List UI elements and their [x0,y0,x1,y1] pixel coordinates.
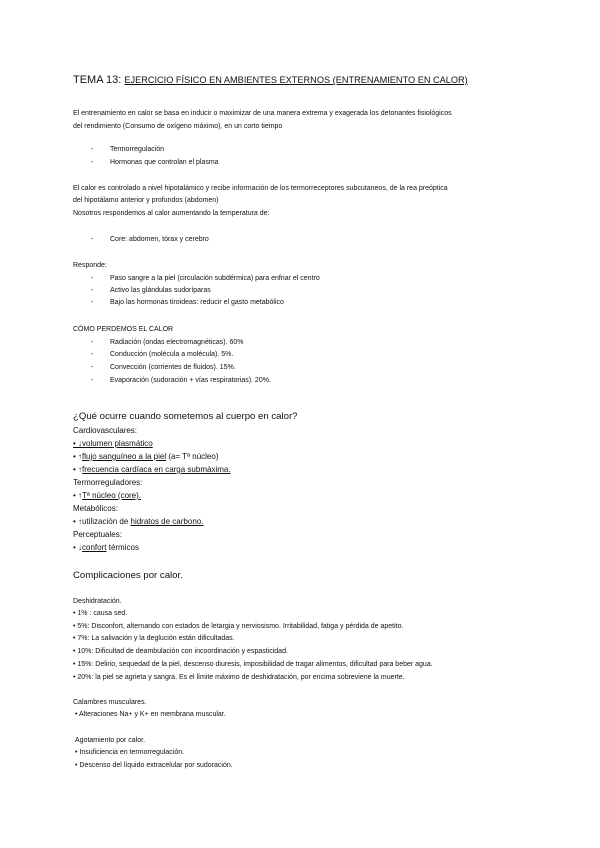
agot-item-2: • Descenso del líquido extracelular por sudoración. [75,762,233,769]
responde-item-1: Paso sangre a la piel (circulación subdérmica) para enfriar el centro [110,275,320,282]
complicaciones-heading: Complicaciones por calor. [73,570,183,581]
deshid-item-6: • 20%: la piel se agrieta y sangra. Es el límite máximo de deshidratación, por encima sobreviene la muerte. [73,674,405,681]
control-line-1: El calor es controlado a nivel hipotalámico y recibe información de los termorreceptores subcutaneos, de la rea preóptica [73,185,448,192]
calambres-label: Calambres musculares. [73,699,147,706]
title-main: TEMA 13: [73,74,122,86]
deshid-item-4: • 10%: Dificultad de deambulación con incoordinación y espasticidad. [73,648,288,655]
control-item-1: Core: abdomen, tórax y cerebro [110,236,209,243]
cardio-label: Cardiovasculares: [73,426,138,435]
bullet-dash: - [91,159,94,166]
cardio-item-3-prefix: • ↑ [73,465,83,474]
deshid-item-2: • 5%: Disconfort, alternando con estados de letargia y nerviosismo. Irritabilidad, fatiga y pérdida de apetito. [73,623,404,630]
metab-item-1-underlined: hidratos de carbono. [130,517,204,526]
perdemos-item-1: Radiación (ondas electromagnéticas). 60% [110,339,244,346]
percep-label: Perceptuales: [73,530,122,539]
deshid-item-1: • 1% : causa sed. [73,610,128,617]
termo-item-1-prefix: • ↑ [73,491,83,500]
page-title [73,73,468,87]
deshid-label: Deshidratación. [73,598,122,605]
percep-item-1 [73,543,139,553]
control-line-2: del hipotálamo anterior y profundos (abdomen) [73,197,219,204]
responde-item-3: Bajo las hormonas tiroideas: reducir el gasto metabólico [110,299,284,306]
metab-item-1 [73,517,203,527]
perdemos-heading: CÓMO PERDEMOS EL CALOR [73,326,174,333]
agot-item-1: • Insuficiencia en termorregulación. [75,749,185,756]
deshid-item-5: • 15%: Delirio, sequedad de la piel, descenso diuresis, imposibilidad de tragar alimentos, dificultad para beber agua. [73,661,433,668]
cardio-item-3 [73,465,231,475]
cardio-item-1: • ↓volumen plasmático [73,439,153,448]
bullet-dash: - [91,275,94,282]
perdemos-item-3: Convección (corrientes de fluidos). 15%. [110,364,236,371]
metab-item-1-prefix: • ↑utilización de [73,517,131,526]
perdemos-item-2: Conducción (molécula a molécula). 5%. [110,351,234,358]
metab-label: Metabólicos: [73,504,118,513]
perdemos-item-4: Evaporación (sudoración + vías respiratorias). 20%. [110,377,271,384]
cardio-item-2-prefix: • ↑ [73,452,83,461]
responde-item-2: Activo las glándulas sudoríparas [110,287,211,294]
question-heading: ¿Qué ocurre cuando sometemos al cuerpo en calor? [73,411,298,422]
cardio-item-2-suffix: (a= Tª núcleo) [166,452,219,461]
bullet-dash: - [91,146,94,153]
bullet-dash: - [91,351,94,358]
bullet-dash: - [91,364,94,371]
termo-item-1-underlined: Tª núcleo (core). [82,491,142,500]
cardio-item-3-underlined: frecuencia cardíaca en carga submáxima. [82,465,231,474]
control-line-3: Nosotros respondemos al calor aumentando la temperatura de: [73,210,270,217]
calambres-item-1: • Alteraciones Na+ y K+ en membrana muscular. [75,711,226,718]
deshid-item-3: • 7%: La salivación y la deglución están dificultadas. [73,635,235,642]
bullet-dash: - [91,287,94,294]
title-sub: EJERCICIO FÍSICO EN AMBIENTES EXTERNOS (ENTRENAMIENTO EN CALOR) [124,75,468,85]
bullet-dash: - [91,377,94,384]
cardio-item-2 [73,452,219,462]
responde-label: Responde: [73,262,107,269]
bullet-dash: - [91,299,94,306]
intro-item-2: Hormonas que controlan el plasma [110,159,219,166]
termo-item-1 [73,491,141,501]
intro-item-1: Termorregulación [110,146,165,153]
bullet-dash: - [91,339,94,346]
cardio-item-2-underlined: flujo sanguíneo a la piel [82,452,167,461]
percep-item-1-underlined: confort [82,543,107,552]
percep-item-1-prefix: • ↓ [73,543,83,552]
intro-line-1: El entrenamiento en calor se basa en inducir o maximizar de una manera extrema y exagerada los detonantes fisiológicos [73,110,452,117]
bullet-dash: - [91,236,94,243]
percep-item-1-suffix: térmicos [106,543,139,552]
intro-line-2: del rendimiento (Consumo de oxígeno máximo), en un corto tiempo [73,123,283,130]
agot-label: Agotamiento por calor. [75,737,146,744]
termo-label: Termorreguladores: [73,478,143,487]
